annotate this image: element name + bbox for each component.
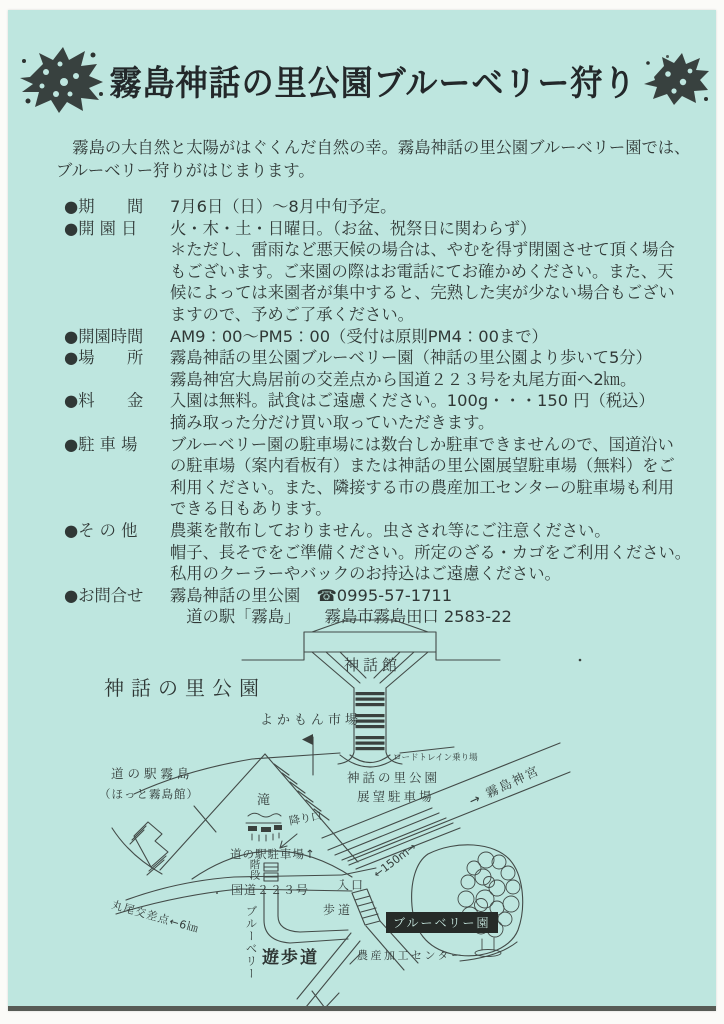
detail-line: 霧島神話の里公園 ☎0995-57-1711 (170, 585, 453, 605)
blueberry-field-outline (350, 845, 523, 964)
detail-line: 私用のクーラーやバックのお持込はご遠慮ください。 (170, 564, 561, 584)
detail-label: ●開 園 日 (64, 218, 138, 238)
detail-row-kikan (64, 196, 716, 218)
intro-line: 霧島の大自然と太陽がはぐくんだ自然の幸。霧島神話の里公園ブルーベリー園では、 (56, 138, 691, 157)
map-label-promenade: 遊歩道 (262, 948, 319, 968)
map-label-route-223: 国道２２３号 (231, 883, 310, 897)
access-map (8, 612, 716, 1006)
detail-row-basho (64, 347, 716, 390)
detail-line: 霧島神話の里公園ブルーベリー園（神話の里公園より歩いて5分） (170, 348, 652, 368)
map-label-kirishima-jingu: → 霧島神宮 (466, 762, 543, 809)
title-row (8, 40, 716, 122)
map-label-michinoeki-1: 道の駅霧島 (111, 766, 194, 781)
flyer-page (8, 10, 716, 1011)
map-label-yokamon-market: よかもん市場 (260, 713, 363, 728)
detail-label: ●料 金 (64, 391, 144, 411)
detail-line: 農薬を散布しておりません。虫さされ等にご注意ください。 (170, 520, 611, 540)
detail-line: ＊ただし、雷雨など悪天候の場合は、やむを得ず閉園させて頂く場合 (170, 240, 675, 260)
map-label-blueberry-vertical: ブルーベリー (244, 905, 259, 980)
map-label-blueberry-garden: ブルーベリー園 (386, 912, 498, 933)
detail-label: ●お問合せ (64, 585, 144, 605)
scan-speck (666, 55, 669, 58)
detail-line: できる日もあります。 (170, 499, 332, 519)
map-filled-marks (248, 656, 581, 832)
detail-line: 入園は無料。試食はご遠慮ください。100g・・・150 円（税込） (170, 391, 655, 411)
detail-line: 道の駅「霧島」 霧島市霧島田口 2583-22 (170, 607, 512, 627)
detail-line: 火・木・土・日曜日。（お盆、祝祭日に関わらず） (170, 218, 537, 238)
map-label-tenbo-parking-2: 展望駐車場 (357, 789, 435, 804)
detail-line: 摘み取った分だけ買い取っていただきます。 (170, 412, 495, 432)
map-label-nosan-center: 農産加工センター (357, 949, 465, 962)
detail-line: もございます。ご来園の際はお電話にてお確かめください。また、天 (170, 261, 674, 281)
map-label-sidewalk: 歩道 (323, 903, 354, 917)
detail-line: 利用ください。また、隣接する市の農産加工センターの駐車場も利用 (170, 477, 675, 497)
detail-label: ●場 所 (64, 348, 144, 368)
shinwakan-building (242, 620, 500, 660)
detail-line: ブルーベリー園の駐車場には数台しか駐車できませんので、国道沿い (170, 434, 674, 454)
details-list (64, 196, 716, 628)
detail-row-kaien-jikan (64, 326, 716, 348)
detail-label: ●開園時間 (64, 326, 144, 346)
map-label-tenbo-parking-1: 神話の里公園 (347, 770, 441, 785)
map-label-michinoeki-2: （ほっと霧島館） (99, 787, 199, 801)
michinoeki-building (112, 806, 216, 875)
detail-line: 帽子、長そでをご準備ください。所定のざる・カゴをご利用ください。 (170, 542, 692, 562)
detail-label: ●駐 車 場 (64, 434, 138, 454)
flag-icon (302, 734, 313, 745)
map-label-park-name: 神話の里公園 (104, 676, 266, 700)
map-label-shinwakan: 神話館 (344, 656, 402, 674)
detail-row-sonota (64, 520, 716, 585)
flyer-title: 霧島神話の里公園ブルーベリー狩り (109, 62, 637, 104)
map-label-maruo-crossing: 丸尾交差点←6㎞ (110, 898, 201, 936)
map-label-roadtrain-stop: ロードトレイン乗り場 (393, 753, 478, 763)
detail-line: の駐車場（案内看板有）または神話の里公園展望駐車場（無料）をご (170, 456, 675, 476)
detail-line: ますので、予めご了承ください。 (170, 304, 414, 324)
intro-paragraph (56, 136, 691, 182)
detail-line: AM9：00～PM5：00（受付は原則PM4：00まで） (170, 326, 548, 346)
detail-row-ryokin (64, 390, 716, 433)
detail-label: ●そ の 他 (64, 520, 138, 540)
map-label-waterfall: 滝 (257, 793, 271, 808)
scan-speck (216, 892, 218, 894)
detail-row-chushajo (64, 434, 716, 520)
detail-line: 霧島神宮大鳥居前の交差点から国道２２３号を丸尾方面へ2㎞。 (170, 369, 637, 389)
detail-label: ●期 間 (64, 197, 144, 216)
map-label-entrance: 入口 (337, 878, 366, 892)
detail-row-kaienbi (64, 218, 716, 326)
map-label-150m: ←150m→ (371, 840, 419, 881)
detail-line: 7月6日（日）～8月中旬予定。 (170, 197, 397, 216)
detail-line: 候によっては来園者が集中すると、完熟した実が少ない場合もござい (170, 283, 675, 303)
map-label-origuchi: 降り口 (288, 809, 323, 828)
blueberry-stamp-left-icon (12, 41, 106, 121)
intro-line: ブルーベリー狩りがはじまります。 (56, 161, 315, 180)
blueberry-stamp-right-icon (640, 49, 712, 113)
map-label-michinoeki-parking: 道の駅駐車場↑ (230, 847, 316, 861)
map-label-stairs: 階段 (248, 859, 261, 880)
